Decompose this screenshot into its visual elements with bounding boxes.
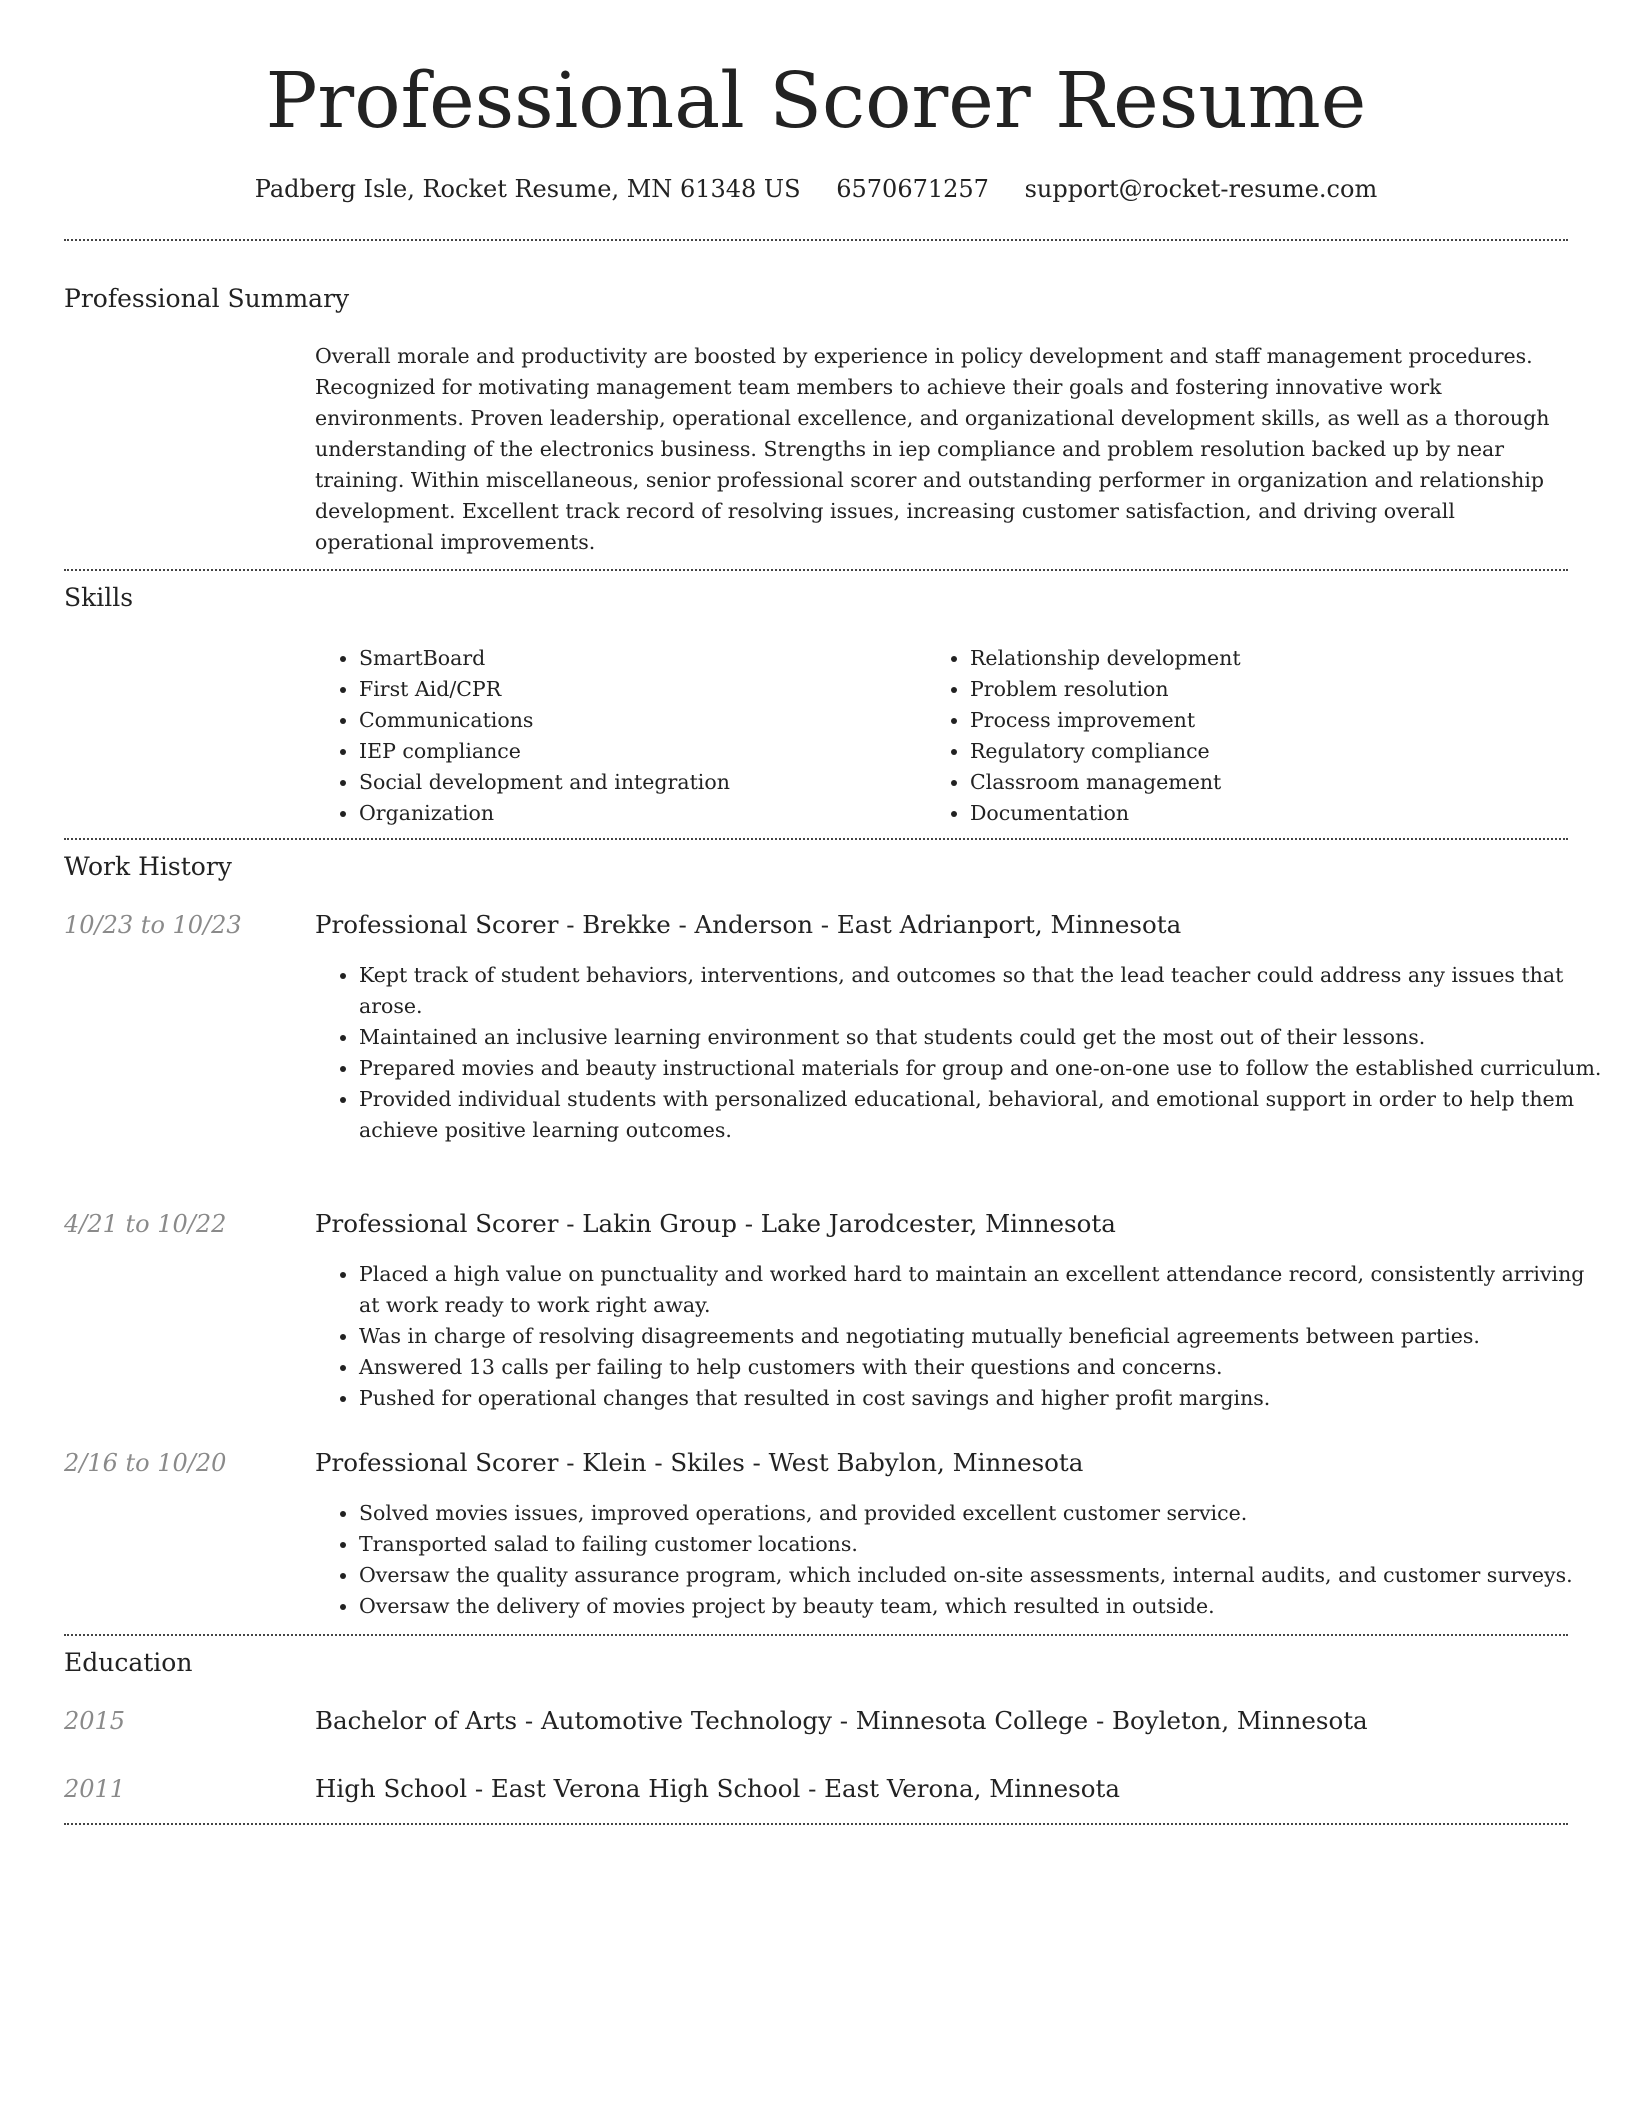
education-heading: Bachelor of Arts - Automotive Technology - Minnesota College - Boyleton, Minnesota <box>315 1706 1368 1735</box>
job-bullets <box>315 1259 1609 1414</box>
job-bullet: • Answered 13 calls per failing to help customers with their questions and concerns. <box>359 1352 1609 1383</box>
job-bullet: • Pushed for operational changes that resulted in cost savings and higher profit margins. <box>359 1383 1609 1414</box>
skill-item: • SmartBoard <box>359 643 919 674</box>
skill-item: • Documentation <box>970 798 1590 829</box>
skill-item: • Relationship development <box>970 643 1590 674</box>
address: Padberg Isle, Rocket Resume, MN 61348 US <box>254 175 801 203</box>
education-year: 2011 <box>64 1775 126 1803</box>
job-bullet: • Was in charge of resolving disagreements and negotiating mutually beneficial agreements between parties. <box>359 1321 1609 1352</box>
divider <box>64 569 1568 571</box>
contact-line <box>0 171 1632 207</box>
skill-item: • Classroom management <box>970 767 1590 798</box>
skill-item: • Regulatory compliance <box>970 736 1590 767</box>
skill-item: • Problem resolution <box>970 674 1590 705</box>
job-bullet: • Oversaw the delivery of movies project by beauty team, which resulted in outside. <box>359 1591 1609 1622</box>
job-bullet: • Placed a high value on punctuality and worked hard to maintain an excellent attendance record, consistently arriving at work ready to work right away. <box>359 1259 1609 1321</box>
summary-text: Overall morale and productivity are boosted by experience in policy development and staff management procedures. Recognized for motivating management team members to achieve their goals and fostering innovative work environments. Proven leadership, operational excellence, and organizational development skills, as well as a thorough understanding of the electronics business. Strengths in iep compliance and problem resolution backed up by near training. Within miscellaneous, senior professional scorer and outstanding performer in organization and relationship development. Excellent track record of resolving issues, increasing customer satisfaction, and driving overall operational improvements. <box>315 344 1550 554</box>
divider <box>64 1823 1568 1825</box>
job-dates: 4/21 to 10/22 <box>64 1210 227 1238</box>
skills-list-right <box>926 643 1590 829</box>
job-dates: 10/23 to 10/23 <box>64 911 242 939</box>
skill-item: • Organization <box>359 798 919 829</box>
summary-section-title: Professional Summary <box>64 284 350 313</box>
job-dates: 2/16 to 10/20 <box>64 1449 227 1477</box>
resume-title: Professional Scorer Resume <box>265 57 1367 146</box>
job-heading: Professional Scorer - Brekke - Anderson - East Adrianport, Minnesota <box>315 910 1182 939</box>
job-bullets <box>315 1498 1609 1622</box>
education-year: 2015 <box>64 1707 126 1735</box>
skill-item: • Process improvement <box>970 705 1590 736</box>
job-bullets <box>315 960 1609 1146</box>
skill-item: • IEP compliance <box>359 736 919 767</box>
job-bullet: • Provided individual students with personalized educational, behavioral, and emotional support in order to help them achieve positive learning outcomes. <box>359 1084 1609 1146</box>
skills-list-left <box>315 643 919 829</box>
education-section-title: Education <box>64 1648 193 1677</box>
job-bullet: • Kept track of student behaviors, interventions, and outcomes so that the lead teacher could address any issues that arose. <box>359 960 1609 1022</box>
skill-item: • First Aid/CPR <box>359 674 919 705</box>
divider <box>64 838 1568 840</box>
job-bullet: • Maintained an inclusive learning environment so that students could get the most out of their lessons. <box>359 1022 1609 1053</box>
skills-section-title: Skills <box>64 583 134 612</box>
job-bullet: • Oversaw the quality assurance program, which included on-site assessments, internal audits, and customer surveys. <box>359 1560 1609 1591</box>
job-heading: Professional Scorer - Lakin Group - Lake Jarodcester, Minnesota <box>315 1209 1116 1238</box>
email: support@rocket-resume.com <box>1024 175 1378 203</box>
skill-item: • Social development and integration <box>359 767 919 798</box>
divider <box>64 1634 1568 1636</box>
skill-item: • Communications <box>359 705 919 736</box>
job-bullet: • Transported salad to failing customer locations. <box>359 1529 1609 1560</box>
job-bullet: • Prepared movies and beauty instructional materials for group and one-on-one use to follow the established curriculum. <box>359 1053 1609 1084</box>
job-bullet: • Solved movies issues, improved operations, and provided excellent customer service. <box>359 1498 1609 1529</box>
phone: 6570671257 <box>836 175 989 203</box>
education-heading: High School - East Verona High School - East Verona, Minnesota <box>315 1774 1120 1803</box>
work-section-title: Work History <box>64 852 232 881</box>
job-heading: Professional Scorer - Klein - Skiles - West Babylon, Minnesota <box>315 1448 1084 1477</box>
divider <box>64 239 1568 241</box>
